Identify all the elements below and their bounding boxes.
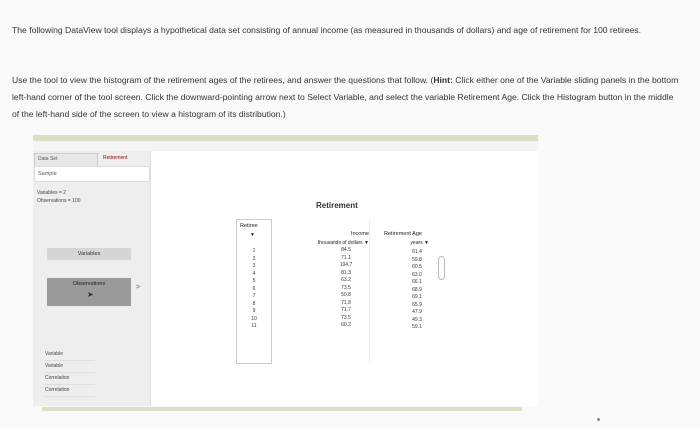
age-value: 60.5 bbox=[412, 264, 422, 270]
sort-arrow-icon[interactable]: ▼ bbox=[250, 232, 255, 238]
variables-button[interactable]: Variables bbox=[47, 248, 131, 260]
age-value: 63.0 bbox=[412, 271, 422, 278]
income-unit[interactable] bbox=[273, 240, 369, 246]
age-rows bbox=[403, 249, 431, 332]
age-value: 49.3 bbox=[412, 316, 422, 323]
retiree-id: 5 bbox=[252, 278, 256, 284]
retiree-id: 8 bbox=[252, 300, 256, 307]
retiree-id: 1 bbox=[252, 248, 256, 254]
instructions-after: Click either one of the Variable sliding panels in the bottom left-hand corner of the tool screen. Click the downward-pointing arrow next to Select Variable, and select the variable Retirement Age. Click the Histogram button in the middle of the left-hand side of the screen to view a histogram of its distribution.) bbox=[12, 75, 679, 119]
retiree-id: 10 bbox=[251, 315, 257, 322]
retiree-rows bbox=[237, 248, 271, 331]
retiree-id: 11 bbox=[251, 323, 257, 329]
retiree-id: 2 bbox=[252, 255, 256, 262]
hint-label: Hint: bbox=[433, 75, 453, 85]
income-value: 71.7 bbox=[341, 307, 351, 313]
age-value: 59.8 bbox=[412, 256, 422, 263]
retiree-column bbox=[236, 219, 272, 364]
age-value: 61.4 bbox=[412, 249, 422, 255]
data-table-area bbox=[151, 151, 538, 406]
age-value: 69.1 bbox=[412, 294, 422, 300]
variables-count: Variables = 2 bbox=[37, 190, 66, 196]
retiree-header: Retiree bbox=[240, 223, 258, 229]
tab-dataset-label: Data Set bbox=[38, 156, 58, 162]
income-value: 71.1 bbox=[341, 254, 351, 261]
income-unit-label: thousands of dollars bbox=[317, 240, 363, 246]
scrollbar[interactable] bbox=[438, 256, 445, 280]
chevron-down-icon[interactable]: ▼ bbox=[424, 240, 429, 246]
retiree-id: 6 bbox=[252, 285, 256, 292]
retiree-id: 3 bbox=[252, 263, 256, 269]
correlation-panel-1[interactable]: Correlation bbox=[45, 373, 95, 385]
income-value: 84.5 bbox=[341, 247, 351, 253]
age-unit-label: years bbox=[410, 240, 423, 246]
age-value: 68.9 bbox=[412, 286, 422, 293]
dataset-stats bbox=[37, 189, 81, 205]
observations-count: Observations = 100 bbox=[37, 198, 81, 204]
income-header: Income bbox=[350, 231, 369, 237]
observations-button-label: Observations bbox=[72, 281, 106, 287]
tab-retirement[interactable] bbox=[97, 153, 147, 165]
age-value: 47.9 bbox=[412, 309, 422, 315]
bottom-divider bbox=[42, 407, 522, 411]
instructions-before: Use the tool to view the histogram of the retirement ages of the retirees, and answer the questions that follow. ( bbox=[12, 75, 434, 85]
retiree-id: 7 bbox=[252, 293, 256, 299]
income-value: 71.8 bbox=[341, 299, 351, 306]
income-value: 73.5 bbox=[341, 284, 351, 291]
income-value: 60.2 bbox=[341, 322, 351, 328]
chevron-down-icon[interactable]: ▼ bbox=[364, 240, 369, 246]
dataset-title: Retirement bbox=[316, 201, 358, 210]
tab-retirement-label: Retirement bbox=[103, 155, 128, 161]
dot-marker bbox=[597, 418, 600, 421]
correlation-panel-2[interactable]: Correlation bbox=[45, 385, 95, 397]
sample-field[interactable] bbox=[34, 166, 150, 182]
income-value: 81.3 bbox=[341, 269, 351, 276]
age-value: 66.1 bbox=[412, 279, 422, 285]
age-unit[interactable] bbox=[371, 240, 429, 246]
income-value: 104.7 bbox=[339, 262, 353, 268]
income-value: 73.5 bbox=[341, 314, 351, 321]
age-header: Retirement Age bbox=[384, 231, 422, 237]
retiree-id: 4 bbox=[252, 270, 256, 277]
instructions-text bbox=[12, 72, 682, 123]
intro-text: The following DataView tool displays a hypothetical data set consisting of annual income (as measured in thousands of dollars) and age of retirement for 100 retirees. bbox=[12, 25, 641, 35]
retiree-id: 9 bbox=[252, 308, 256, 314]
left-panel bbox=[33, 151, 151, 406]
age-value: 59.1 bbox=[412, 324, 422, 330]
income-value: 50.8 bbox=[341, 292, 351, 298]
cursor-icon: ➤ bbox=[87, 290, 94, 299]
variable-panel-1[interactable]: Variable bbox=[45, 349, 95, 361]
variable-panels bbox=[45, 349, 95, 397]
tab-dataset[interactable] bbox=[34, 153, 98, 167]
income-value: 63.2 bbox=[341, 277, 351, 283]
sample-label: Sample bbox=[38, 171, 57, 177]
dataview-tool bbox=[33, 141, 538, 406]
age-value: 65.9 bbox=[412, 301, 422, 308]
income-column bbox=[273, 219, 370, 362]
variable-panel-2[interactable]: Variable bbox=[45, 361, 95, 373]
income-rows bbox=[331, 247, 361, 330]
observations-button[interactable] bbox=[47, 278, 131, 306]
age-column bbox=[371, 219, 435, 362]
chevron-right-icon[interactable]: > bbox=[136, 284, 141, 291]
